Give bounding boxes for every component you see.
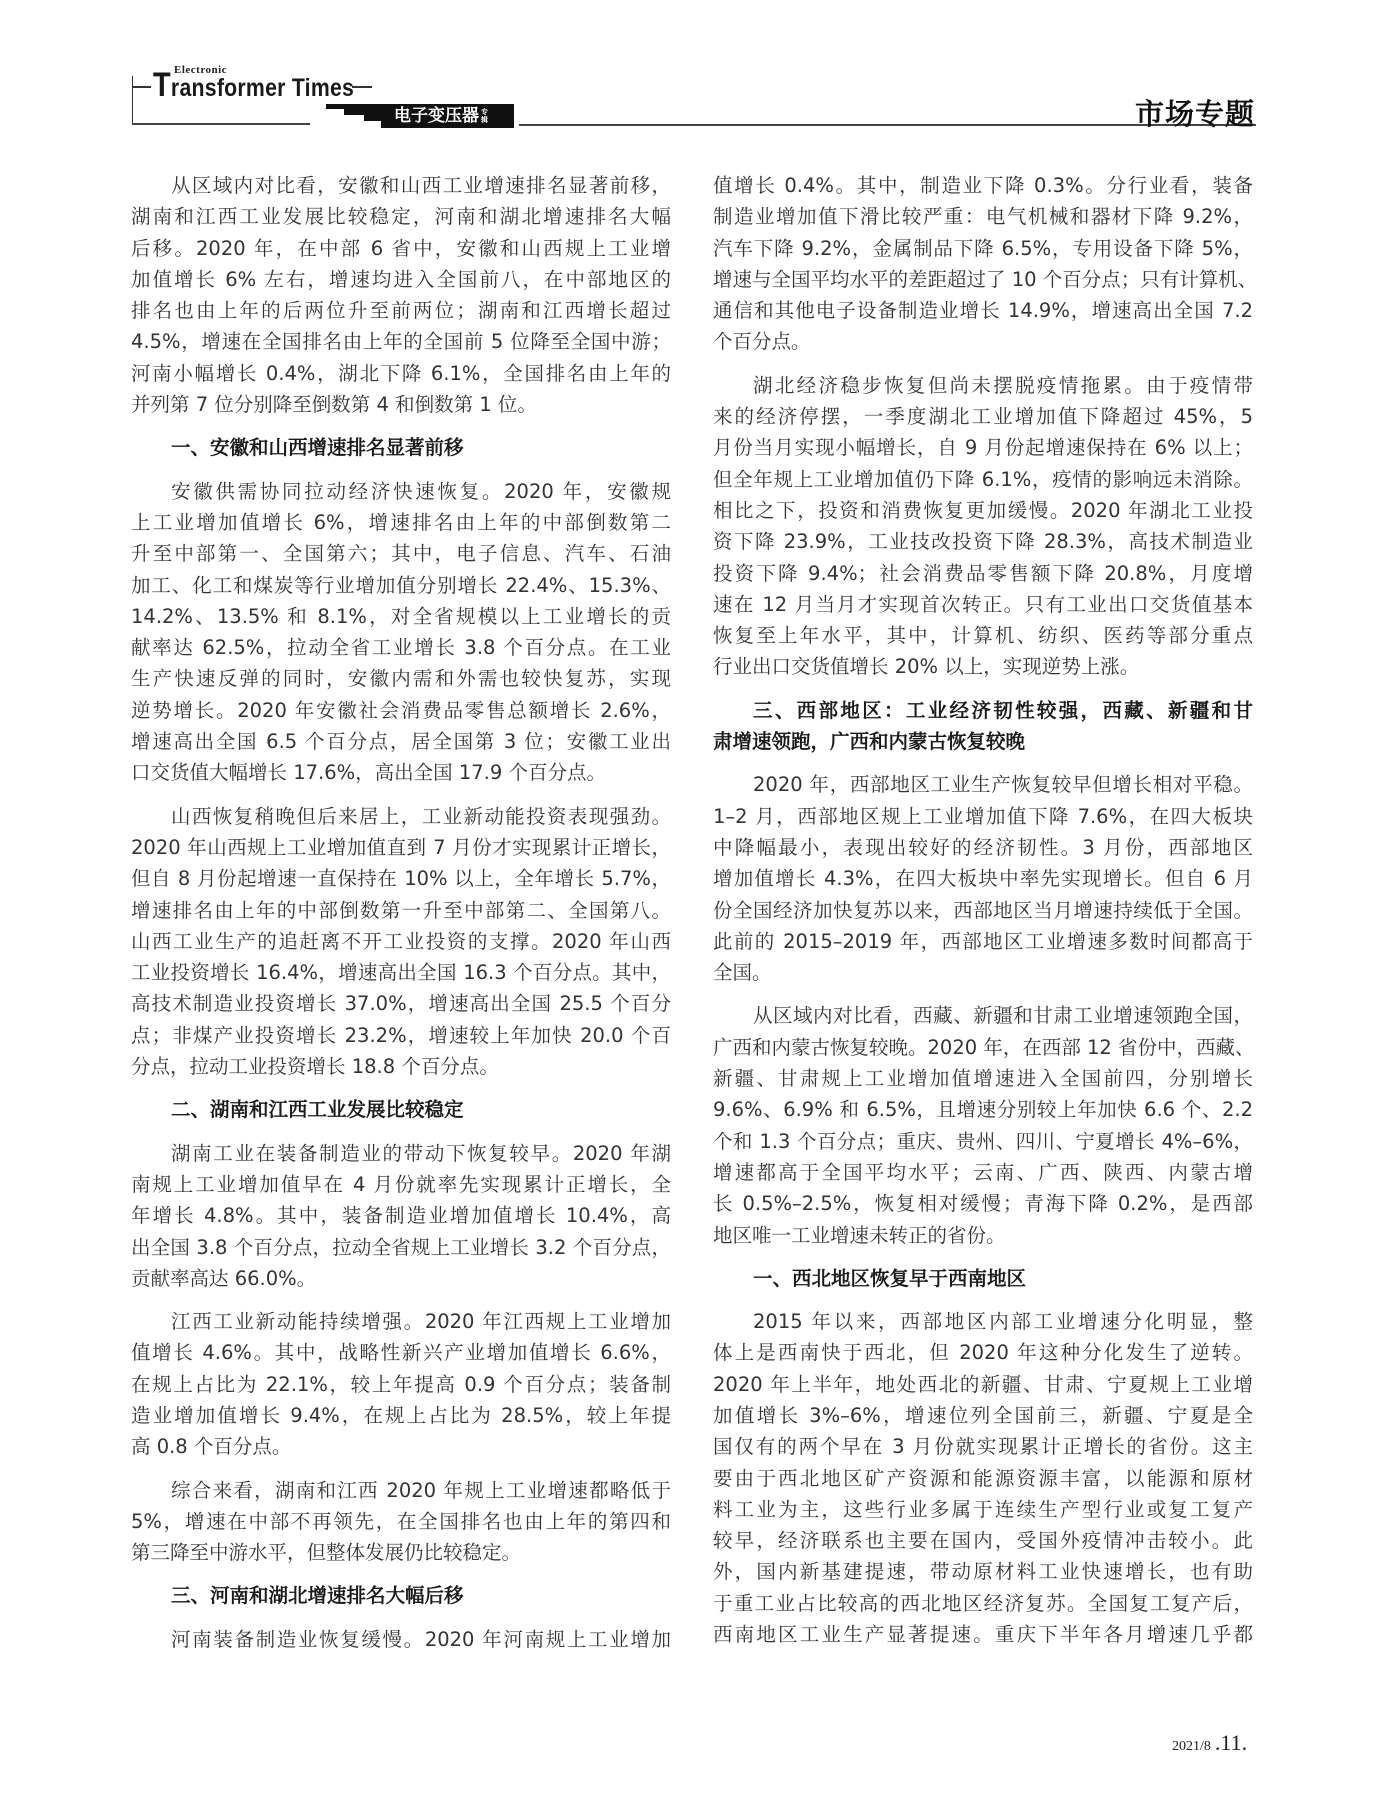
- text-line: 汽车下降 9.2%，金属制品下降 6.5%，专用设备下降 5%，: [713, 236, 1253, 260]
- text-line: 排名也由上年的后两位升至前两位；湖南和江西增长超过: [131, 299, 671, 323]
- text-line: 西南地区工业生产显著提速。重庆下半年各月增速几乎都: [713, 1623, 1253, 1647]
- text-line: 增速高出全国 6.5 个百分点，居全国第 3 位；安徽工业出: [131, 730, 671, 754]
- section-heading: [713, 1263, 1253, 1294]
- text-line: 出全国 3.8 个百分点，拉动全省规上工业增长 3.2 个百分点，: [131, 1235, 671, 1259]
- text-line: 江西工业新动能持续增强。2020 年江西规上工业增加: [171, 1310, 671, 1334]
- text-line: 恢复至上年水平，其中，计算机、纺织、医药等部分重点: [713, 624, 1253, 648]
- paragraph: [713, 1306, 1253, 1650]
- text-line: 河南小幅增长 0.4%，湖北下降 6.1%，全国排名由上年的: [131, 361, 671, 385]
- section-heading: [131, 1580, 671, 1611]
- text-line: 贡献率高达 66.0%。: [131, 1266, 317, 1290]
- text-line: 于重工业占比较高的西北地区经济复苏。全国复工复产后，: [713, 1591, 1253, 1615]
- page-number: .11.: [1214, 1730, 1248, 1755]
- text-line: 外，国内新基建提速，带动原材料工业快速增长，也有助: [713, 1560, 1253, 1584]
- text-line: 安徽供需协同拉动经济快速恢复。2020 年，安徽规: [171, 479, 671, 503]
- text-line: 月份当月实现小幅增长，自 9 月份起增速保持在 6% 以上；: [713, 436, 1253, 460]
- text-line: 增速排名由上年的中部倒数第一升至中部第二、全国第八。: [131, 898, 671, 922]
- text-line: 口交货值大幅增长 17.6%，高出全国 17.9 个百分点。: [131, 761, 606, 785]
- text-line: 长 0.5%–2.5%，恢复相对缓慢；青海下降 0.2%，是西部: [713, 1192, 1253, 1216]
- text-line: 年增长 4.8%。其中，装备制造业增加值增长 10.4%，高: [131, 1204, 671, 1228]
- header-rule: [132, 123, 310, 125]
- text-line: 上工业增加值增长 6%，增速排名由上年的中部倒数第二: [131, 510, 671, 534]
- text-line: 2020 年，西部地区工业生产恢复较早但增长相对平稳。: [753, 773, 1253, 797]
- text-line: 在规上占比为 22.1%，较上年提高 0.9 个百分点；装备制: [131, 1372, 671, 1396]
- text-line: 加值增长 3%–6%，增速位列全国前三，新疆、宁夏是全: [713, 1403, 1253, 1427]
- text-line: 二、湖南和江西工业发展比较稳定: [171, 1098, 464, 1122]
- text-line: 地区唯一工业增速未转正的省份。: [713, 1223, 1006, 1247]
- logo-initial: T: [153, 66, 171, 104]
- text-line: 新疆、甘肃规上工业增加值增速进入全国前四，分别增长: [713, 1067, 1253, 1091]
- text-line: 生产快速反弹的同时，安徽内需和外需也较快复苏，实现: [131, 667, 671, 691]
- left-column: [131, 170, 671, 1667]
- text-line: 增加值增长 4.3%，在四大板块中率先实现增长。但自 6 月: [713, 867, 1253, 891]
- text-line: 肃增速领跑，广西和内蒙古恢复较晚: [713, 730, 1026, 754]
- text-line: 但全年规上工业增加值仍下降 6.1%，疫情的影响远未消除。: [713, 467, 1253, 491]
- header-divider: [133, 86, 151, 88]
- text-line: 料工业为主，这些行业多属于连续生产型行业或复工复产: [713, 1497, 1253, 1521]
- text-line: 三、西部地区：工业经济韧性较强，西藏、新疆和甘: [753, 698, 1253, 722]
- text-line: 制造业增加值下滑比较严重：电气机械和器材下降 9.2%，: [713, 205, 1253, 229]
- text-line: 相比之下，投资和消费恢复更加缓慢。2020 年湖北工业投: [713, 498, 1253, 522]
- text-line: 较早，经济联系也主要在国内，受国外疫情冲击较小。此: [713, 1529, 1253, 1553]
- text-line: 从区域内对比看，安徽和山西工业增速排名显著前移，: [171, 174, 671, 197]
- text-line: 造业增加值增长 9.4%，在规上占比为 28.5%，较上年提: [131, 1403, 671, 1427]
- paragraph: [131, 1624, 671, 1655]
- text-line: 但自 8 月份起增速一直保持在 10% 以上，全年增长 5.7%，: [131, 867, 671, 891]
- text-line: 国仅有的两个早在 3 月份就实现累计正增长的省份。这主: [713, 1435, 1253, 1459]
- text-line: 升至中部第一、全国第六；其中，电子信息、汽车、石油: [131, 542, 671, 566]
- header-divider: [352, 86, 372, 88]
- text-line: 通信和其他电子设备制造业增长 14.9%，增速高出全国 7.2: [713, 299, 1253, 323]
- text-line: 速在 12 月当月才实现首次转正。只有工业出口交货值基本: [713, 592, 1253, 616]
- paragraph: [131, 476, 671, 789]
- paragraph: [713, 769, 1253, 988]
- text-line: 分点，拉动工业投资增长 18.8 个百分点。: [131, 1055, 499, 1079]
- text-line: 并列第 7 位分别降至倒数第 4 和倒数第 1 位。: [131, 393, 537, 417]
- logo-transformer-times: [153, 66, 354, 105]
- text-line: 份全国经济加快复苏以来，西部地区当月增速持续低于全国。: [713, 898, 1253, 922]
- text-line: 体上是西南快于西北，但 2020 年这种分化发生了逆转。: [713, 1341, 1253, 1365]
- text-line: 山西工业生产的追赶离不开工业投资的支撑。2020 年山西: [131, 929, 671, 953]
- text-line: 综合来看，湖南和江西 2020 年规上工业增速都略低于: [171, 1478, 671, 1502]
- paragraph: [131, 1306, 671, 1462]
- paragraph: [131, 1138, 671, 1294]
- text-line: 山西恢复稍晚但后来居上，工业新动能投资表现强劲。: [171, 804, 671, 828]
- magazine-cn-title: [388, 104, 514, 128]
- text-line: 一、安徽和山西增速排名显著前移: [171, 436, 464, 460]
- section-heading: [131, 1094, 671, 1125]
- text-line: 南规上工业增加值早在 4 月份就率先实现累计正增长，全: [131, 1172, 671, 1196]
- text-line: 湖南和江西工业发展比较稳定，河南和湖北增速排名大幅: [131, 205, 671, 229]
- text-line: 增速都高于全国平均水平；云南、广西、陕西、内蒙古增: [713, 1160, 1253, 1184]
- text-line: 个百分点。: [713, 330, 811, 354]
- text-line: 献率达 62.5%，拉动全省工业增长 3.8 个百分点。在工业: [131, 636, 671, 660]
- text-line: 4.5%，增速在全国排名由上年的全国前 5 位降至全国中游；: [131, 330, 671, 354]
- text-line: 值增长 0.4%。其中，制造业下降 0.3%。分行业看，装备: [713, 174, 1253, 197]
- page-footer: [1172, 1730, 1247, 1756]
- text-line: 加值增长 6% 左右，增速均进入全国前八，在中部地区的: [131, 267, 671, 291]
- text-line: 三、河南和湖北增速排名大幅后移: [171, 1584, 464, 1608]
- text-line: 全国。: [713, 961, 772, 985]
- text-line: 加工、化工和煤炭等行业增加值分别增长 22.4%、15.3%、: [131, 573, 671, 597]
- text-line: 河南装备制造业恢复缓慢。2020 年河南规上工业增加: [171, 1627, 671, 1651]
- text-line: 来的经济停摆，一季度湖北工业增加值下降超过 45%，5: [713, 405, 1253, 429]
- text-line: 广西和内蒙古恢复较晚。2020 年，在西部 12 省份中，西藏、: [713, 1035, 1255, 1059]
- paragraph: [131, 170, 671, 420]
- logo-rest: ransformer Times: [170, 74, 355, 102]
- section-title: 市场专题: [1134, 97, 1255, 131]
- paragraph: [713, 170, 1258, 358]
- text-line: 第三降至中游水平，但整体发展仍比较稳定。: [131, 1541, 522, 1565]
- header-divider: [132, 76, 133, 124]
- paragraph: [131, 1475, 671, 1569]
- text-line: 从区域内对比看，西藏、新疆和甘肃工业增速领跑全国，: [753, 1004, 1253, 1028]
- text-line: 湖北经济稳步恢复但尚未摆脱疫情拖累。由于疫情带: [753, 373, 1253, 397]
- text-line: 2015 年以来，西部地区内部工业增速分化明显，整: [753, 1310, 1253, 1334]
- text-line: 点；非煤产业投资增长 23.2%，增速较上年加快 20.0 个百: [131, 1023, 671, 1047]
- text-line: 湖南工业在装备制造业的带动下恢复较早。2020 年湖: [171, 1141, 671, 1165]
- section-heading: [131, 432, 671, 463]
- text-line: 9.6%、6.9% 和 6.5%，且增速分别较上年加快 6.6 个、2.2: [713, 1098, 1253, 1122]
- text-line: 值增长 4.6%。其中，战略性新兴产业增加值增长 6.6%，: [131, 1341, 671, 1365]
- cn-title-text: 电子变压器: [394, 106, 479, 126]
- text-line: 增速与全国平均水平的差距超过了 10 个百分点；只有计算机、: [713, 267, 1258, 291]
- text-line: 要由于西北地区矿产资源和能源资源丰富，以能源和原材: [713, 1466, 1253, 1490]
- text-line: 投资下降 9.4%；社会消费品零售额下降 20.8%，月度增: [713, 561, 1253, 585]
- text-line: 高 0.8 个百分点。: [131, 1435, 292, 1459]
- issue-date: 2021/8: [1172, 1739, 1211, 1754]
- text-line: 5%，增速在中部不再领先，在全国排名也由上年的第四和: [131, 1509, 671, 1533]
- text-line: 逆势增长。2020 年安徽社会消费品零售总额增长 2.6%，: [131, 698, 671, 722]
- text-line: 个和 1.3 个百分点；重庆、贵州、四川、宁夏增长 4%–6%，: [713, 1129, 1253, 1153]
- logo-electronic: Electronic: [174, 64, 228, 76]
- text-line: 14.2%、13.5% 和 8.1%，对全省规模以上工业增长的贡: [131, 604, 671, 628]
- right-column: [713, 170, 1258, 1662]
- paragraph: [713, 370, 1253, 683]
- text-line: 中降幅最小，表现出较好的经济韧性。3 月份，西部地区: [713, 835, 1253, 859]
- text-line: 2020 年山西规上工业增加值直到 7 月份才实现累计正增长，: [131, 835, 671, 859]
- text-line: 1–2 月，西部地区规上工业增加值下降 7.6%，在四大板块: [713, 804, 1253, 828]
- text-line: 资下降 23.9%，工业技改投资下降 28.3%，高技术制造业: [713, 530, 1253, 554]
- text-line: 此前的 2015–2019 年，西部地区工业增速多数时间都高于: [713, 929, 1253, 953]
- text-line: 高技术制造业投资增长 37.0%，增速高出全国 25.5 个百分: [131, 992, 671, 1016]
- text-line: 工业投资增长 16.4%，增速高出全国 16.3 个百分点。其中，: [131, 961, 671, 985]
- text-line: 后移。2020 年，在中部 6 省中，安徽和山西规上工业增: [131, 236, 671, 260]
- paragraph: [131, 801, 671, 1083]
- paragraph: [713, 1000, 1253, 1250]
- text-line: 一、西北地区恢复早于西南地区: [753, 1266, 1027, 1290]
- section-heading: [713, 695, 1253, 758]
- text-line: 行业出口交货值增长 20% 以上，实现逆势上涨。: [713, 655, 1140, 679]
- text-line: 2020 年上半年，地处西北的新疆、甘肃、宁夏规上工业增: [713, 1372, 1253, 1396]
- cn-title-sub: 专辑: [481, 108, 488, 124]
